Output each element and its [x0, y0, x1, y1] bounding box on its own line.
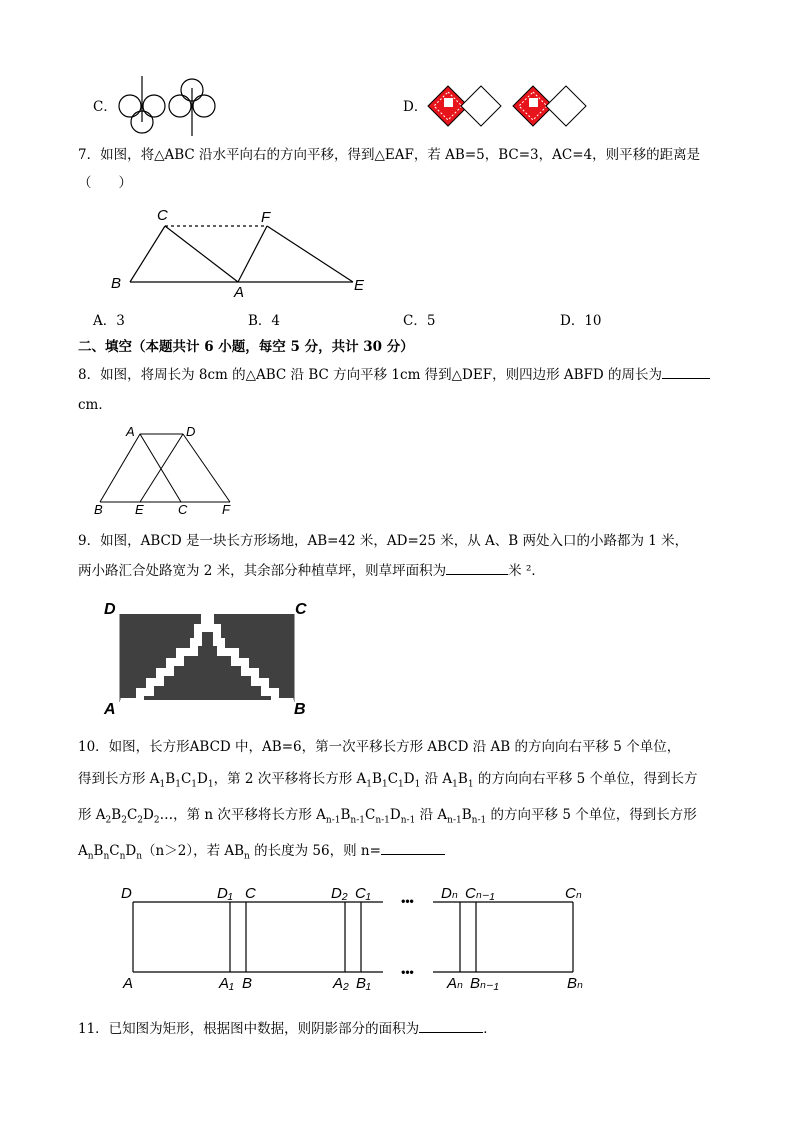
q7-figure: [105, 204, 375, 299]
q10-dots-bottom: •••: [401, 965, 414, 979]
option-d-label: D．: [403, 99, 428, 115]
q7-label-a: A: [234, 284, 245, 299]
q8-text: 8．如图，将周长为 8cm 的△ABC 沿 BC 方向平移 1cm 得到△DEF，则四边形 ABFD 的周长为: [78, 367, 663, 383]
q8-label-f: F: [222, 502, 230, 517]
q9-label-a: A: [104, 701, 116, 718]
q8-answer-blank[interactable]: [662, 366, 710, 379]
q10-figure: [115, 876, 595, 998]
q11-text: 11．已知图为矩形，根据图中数据，则阴影部分的面积为: [78, 1021, 420, 1037]
q10-line4: $A_nB_nC_nD_n(n>2)$，若 $AB_n$ 的长度为 56，则 n=: [78, 842, 445, 866]
q7-paren: （ ）: [78, 175, 132, 191]
q11-answer-blank[interactable]: [419, 1020, 483, 1033]
q10-label-a: A: [123, 975, 134, 992]
q7-option-b: B．4: [248, 313, 281, 329]
q8-line2: cm．: [78, 397, 112, 413]
q10-label-d1: D₁: [217, 885, 233, 902]
q9-label-c: C: [295, 601, 307, 618]
q10-line1: 10．如图，长方形ABCD 中，AB=6，第一次平移长方形 ABCD 沿 AB 的方向向右平移 5 个单位，: [78, 739, 681, 755]
q8-line1: [78, 366, 710, 384]
q7-option-a: A．3: [93, 313, 125, 329]
q10-line3: 形 $A_2B_2C_2D_2\dots$，第 n 次平移将长方形 $A_{n-1}B_{n-1}C_{n-1}D_{n-1}$ 沿 $A_{n-1}B_{n-1}$ 的方向平移 5 个单位，得到长方形: [78, 807, 697, 826]
section-title: 二、填空（本题共计 6 小题，每空 5 分，共计 30 分）: [78, 339, 414, 355]
q10-label-d: D: [121, 885, 132, 902]
q10-label-c: C: [245, 885, 256, 902]
q10-label-b1: B₁: [356, 975, 371, 992]
q8-label-c: C: [178, 502, 188, 517]
q10-line2: 得到长方形 $A_1B_1C_1D_1$，第 2 次平移将长方形 $A_1B_1C_1D_1$ 沿 $A_1B_1$ 的方向向右平移 5 个单位，得到长方: [78, 771, 698, 790]
q10-label-a1: A₁: [219, 975, 234, 992]
q10-label-d2: D₂: [331, 885, 348, 902]
q9-line1: 9．如图，ABCD 是一块长方形场地，AB=42 米，AD=25 米，从 A、B 两处入口的小路都为 1 米，: [78, 533, 689, 549]
option-d-figure: [426, 84, 591, 130]
q10-label-bn1: Bₙ₋₁: [470, 975, 499, 992]
q10-label-dn: Dₙ: [441, 885, 458, 902]
q10-label-c1: C₁: [355, 885, 371, 902]
q7-label-b: B: [111, 275, 122, 292]
q7-option-c: C．5: [403, 313, 436, 329]
q10-label-cn: Cₙ: [565, 885, 582, 902]
q9-label-b: B: [294, 701, 306, 718]
q8-figure: [88, 422, 243, 517]
q8-label-a: A: [126, 424, 135, 439]
option-c-label: C．: [93, 99, 117, 115]
q7-label-e: E: [354, 277, 365, 294]
q10-label-cn1: Cₙ₋₁: [465, 885, 495, 902]
q9-figure: [100, 596, 315, 718]
q10-label-a2: A₂: [333, 975, 349, 992]
q8-label-d: D: [186, 424, 196, 439]
q11-line: 11．已知图为矩形，根据图中数据，则阴影部分的面积为 ．: [78, 1021, 497, 1037]
q7-text: 7．如图，将△ABC 沿水平向右的方向平移，得到△EAF，若 AB=5，BC=3，AC=4，则平移的距离是: [78, 147, 701, 163]
q10-dots-top: •••: [401, 894, 414, 908]
option-c-figure: [110, 74, 225, 138]
q9-answer-blank[interactable]: [446, 562, 508, 575]
q7-option-d: D．10: [560, 313, 602, 329]
q9-text: 两小路汇合处路宽为 2 米，其余部分种植草坪，则草坪面积为: [78, 563, 447, 579]
q8-label-b: B: [94, 502, 103, 517]
q7-label-c: C: [157, 207, 168, 224]
q9-label-d: D: [104, 601, 116, 618]
q10-label-b: B: [242, 975, 253, 992]
q8-label-e: E: [135, 502, 144, 517]
q9-unit: 米 ²．: [508, 563, 545, 579]
q7-label-f: F: [261, 209, 271, 226]
q10-label-bn: Bₙ: [567, 975, 583, 992]
q9-line2: [78, 562, 545, 580]
q10-label-an: Aₙ: [447, 975, 463, 992]
q10-answer-blank[interactable]: [381, 842, 445, 855]
